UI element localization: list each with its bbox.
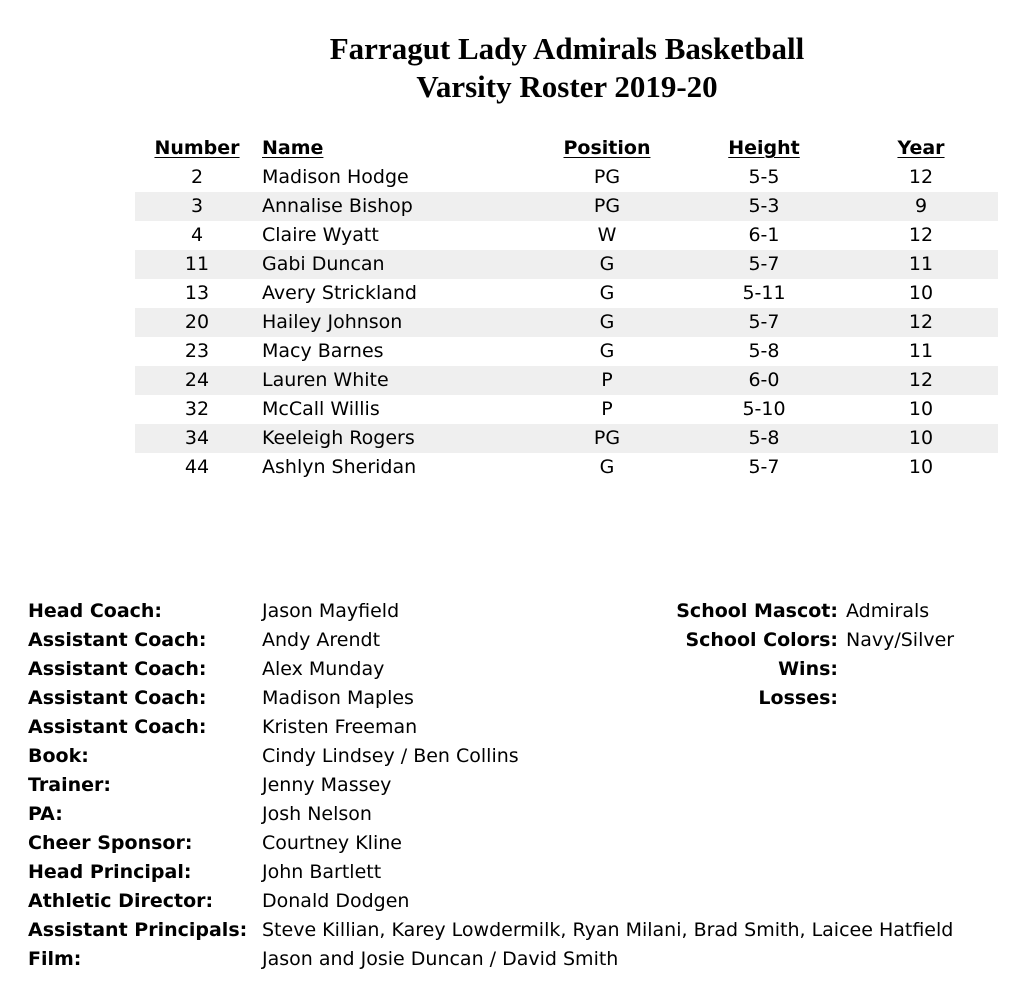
player-position: G xyxy=(599,282,615,304)
header-year: Year xyxy=(897,137,945,159)
player-height: 5-11 xyxy=(742,282,786,304)
player-position: G xyxy=(599,311,615,333)
player-height: 5-7 xyxy=(748,456,780,478)
staff-label: PA: xyxy=(28,803,63,825)
roster-header-row xyxy=(135,134,998,163)
player-number: 24 xyxy=(184,369,210,391)
school-mascot-value: Admirals xyxy=(846,600,930,622)
header-height: Height xyxy=(728,137,800,159)
staff-label: Assistant Coach: xyxy=(28,658,207,680)
header-name: Name xyxy=(262,137,324,159)
table-row xyxy=(135,221,998,250)
staff-label: Assistant Principals: xyxy=(28,919,248,941)
player-number: 20 xyxy=(184,311,210,333)
staff-value: Jenny Massey xyxy=(262,774,392,796)
staff-value: Donald Dodgen xyxy=(262,890,410,912)
table-row xyxy=(135,424,998,453)
player-name: Ashlyn Sheridan xyxy=(262,456,417,478)
staff-value: Steve Killian, Karey Lowdermilk, Ryan Milani, Brad Smith, Laicee Hatfield xyxy=(262,919,954,941)
table-row xyxy=(135,395,998,424)
player-year: 10 xyxy=(908,282,934,304)
staff-label: Athletic Director: xyxy=(28,890,214,912)
player-number: 44 xyxy=(184,456,210,478)
document-subtitle: Varsity Roster 2019-20 xyxy=(416,69,718,104)
player-position: P xyxy=(601,398,613,420)
table-row xyxy=(135,250,998,279)
player-year: 11 xyxy=(908,253,934,275)
player-number: 32 xyxy=(184,398,210,420)
header-position: Position xyxy=(563,137,651,159)
player-name: Madison Hodge xyxy=(262,166,409,188)
player-position: P xyxy=(601,369,613,391)
staff-label: Book: xyxy=(28,745,89,767)
player-number: 2 xyxy=(190,166,204,188)
player-year: 12 xyxy=(908,224,934,246)
player-height: 5-8 xyxy=(748,427,780,449)
school-colors-value: Navy/Silver xyxy=(846,629,955,651)
school-mascot-label: School Mascot: xyxy=(676,600,838,622)
player-name: Keeleigh Rogers xyxy=(262,427,415,449)
player-height: 6-0 xyxy=(748,369,780,391)
player-year: 10 xyxy=(908,456,934,478)
player-height: 5-7 xyxy=(748,253,780,275)
player-name: Hailey Johnson xyxy=(262,311,403,333)
losses-label: Losses: xyxy=(758,687,838,709)
player-position: G xyxy=(599,340,615,362)
table-row xyxy=(135,337,998,366)
table-row xyxy=(135,163,998,192)
player-year: 10 xyxy=(908,427,934,449)
header-number: Number xyxy=(154,137,240,159)
staff-label: Film: xyxy=(28,948,82,970)
player-position: PG xyxy=(593,166,621,188)
staff-label: Head Coach: xyxy=(28,600,163,622)
player-height: 5-7 xyxy=(748,311,780,333)
staff-value: Josh Nelson xyxy=(262,803,372,825)
staff-label: Cheer Sponsor: xyxy=(28,832,193,854)
player-height: 5-5 xyxy=(748,166,780,188)
player-year: 12 xyxy=(908,369,934,391)
player-name: Gabi Duncan xyxy=(262,253,385,275)
staff-label: Assistant Coach: xyxy=(28,687,207,709)
staff-value: Madison Maples xyxy=(262,687,414,709)
player-year: 11 xyxy=(908,340,934,362)
roster-table xyxy=(135,134,998,482)
staff-value: Andy Arendt xyxy=(262,629,381,651)
table-row xyxy=(135,308,998,337)
player-name: Lauren White xyxy=(262,369,389,391)
staff-value: Kristen Freeman xyxy=(262,716,418,738)
staff-label: Head Principal: xyxy=(28,861,192,883)
player-position: W xyxy=(597,224,617,246)
player-name: Annalise Bishop xyxy=(262,195,413,217)
wins-label: Wins: xyxy=(778,658,838,680)
school-info xyxy=(600,597,1000,713)
player-number: 11 xyxy=(184,253,210,275)
player-name: Claire Wyatt xyxy=(262,224,379,246)
staff-label: Assistant Coach: xyxy=(28,716,207,738)
table-row xyxy=(135,192,998,221)
table-row xyxy=(135,279,998,308)
player-year: 12 xyxy=(908,166,934,188)
staff-label: Assistant Coach: xyxy=(28,629,207,651)
player-number: 23 xyxy=(184,340,210,362)
school-colors-label: School Colors: xyxy=(685,629,838,651)
player-position: G xyxy=(599,456,615,478)
staff-value: Jason and Josie Duncan / David Smith xyxy=(262,948,619,970)
player-position: PG xyxy=(593,427,621,449)
player-number: 13 xyxy=(184,282,210,304)
player-number: 34 xyxy=(184,427,210,449)
table-row xyxy=(135,453,998,482)
player-name: Avery Strickland xyxy=(262,282,417,304)
info-row xyxy=(600,597,1000,626)
player-year: 12 xyxy=(908,311,934,333)
staff-label: Trainer: xyxy=(28,774,111,796)
player-height: 5-3 xyxy=(748,195,780,217)
staff-value: John Bartlett xyxy=(262,861,382,883)
player-number: 3 xyxy=(190,195,204,217)
player-position: PG xyxy=(593,195,621,217)
info-row xyxy=(600,655,1000,684)
player-height: 6-1 xyxy=(748,224,780,246)
player-name: McCall Willis xyxy=(262,398,380,420)
table-row xyxy=(135,366,998,395)
player-height: 5-10 xyxy=(742,398,786,420)
player-position: G xyxy=(599,253,615,275)
staff-value: Cindy Lindsey / Ben Collins xyxy=(262,745,519,767)
player-year: 10 xyxy=(908,398,934,420)
info-row xyxy=(600,684,1000,713)
player-name: Macy Barnes xyxy=(262,340,384,362)
staff-value: Alex Munday xyxy=(262,658,385,680)
document-title: Farragut Lady Admirals Basketball xyxy=(329,31,805,66)
player-number: 4 xyxy=(190,224,204,246)
staff-value: Jason Mayfield xyxy=(262,600,400,622)
staff-value: Courtney Kline xyxy=(262,832,402,854)
info-row xyxy=(600,626,1000,655)
player-height: 5-8 xyxy=(748,340,780,362)
player-year: 9 xyxy=(914,195,928,217)
